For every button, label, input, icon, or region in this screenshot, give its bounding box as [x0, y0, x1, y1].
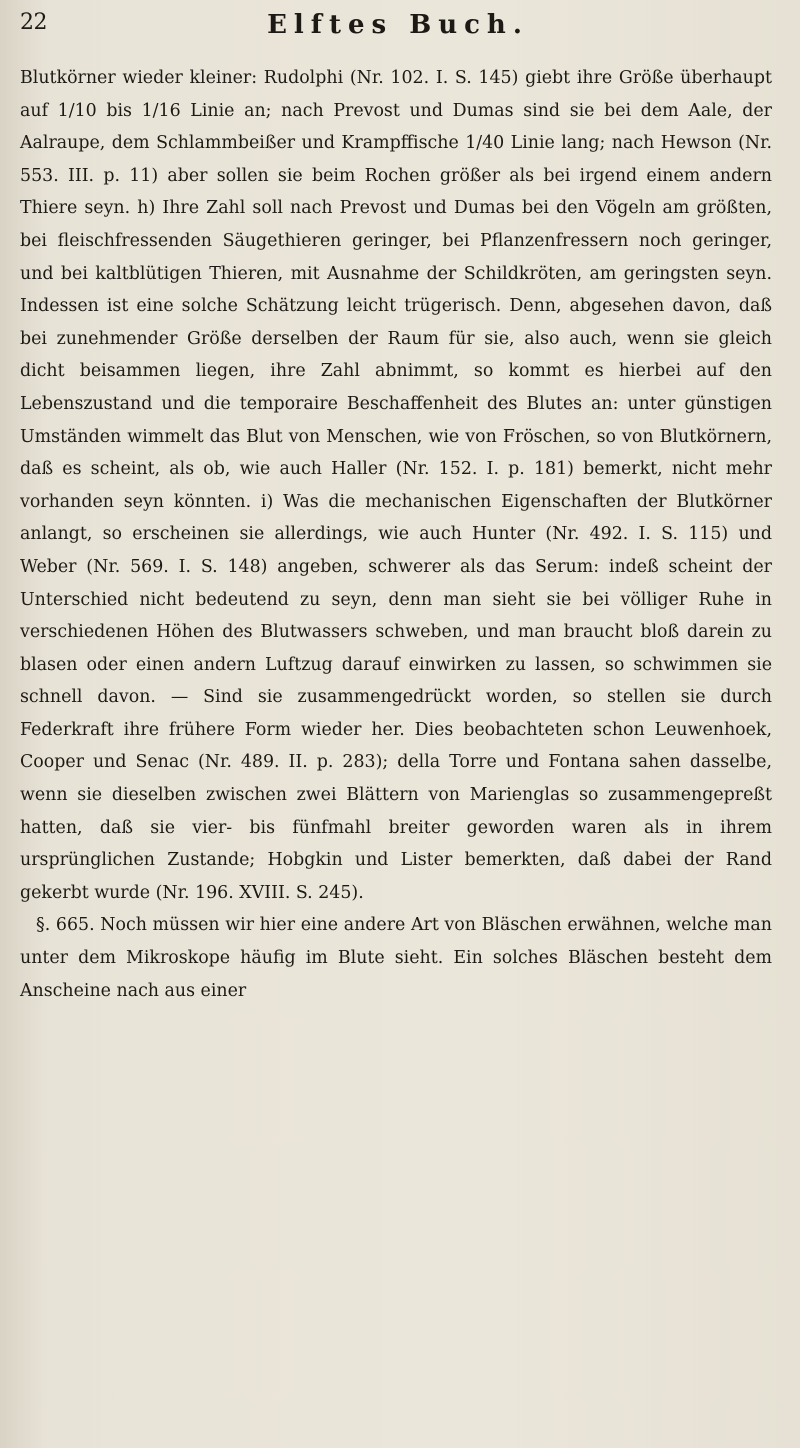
paragraph-continuation: Blutkörner wieder kleiner: Rudolphi (Nr. 102. I. S. 145) giebt ihre Größe überhaupt auf 1/10 bis 1/16 Linie an; nach Prevost und Dumas sind sie bei dem Aale, der Aalraupe, dem Schlammbeißer und Krampffische 1/40 Linie lang; nach Hewson (Nr. 553. III. p. 11) aber sollen sie beim Rochen größer als bei irgend einem andern Thiere seyn. h) Ihre Zahl soll nach Prevost und Dumas bei den Vögeln am größten, bei fleischfressenden Säugethieren geringer, bei Pflanzenfressern noch geringer, und bei kaltblütigen Thieren, mit Ausnahme der Schildkröten, am geringsten seyn. Indessen ist eine solche Schätzung leicht trügerisch. Denn, abgesehen davon, daß bei zunehmender Größe derselben der Raum für sie, also auch, wenn sie gleich dicht beisammen liegen, ihre Zahl abnimmt, so kommt es hierbei auf den Lebenszustand und die temporaire Beschaffenheit des Blutes an: unter günstigen Umständen wimmelt das Blut von Menschen, wie von Fröschen, so von Blutkörnern, daß es scheint, als ob, wie auch Haller (Nr. 152. I. p. 181) bemerkt, nicht mehr vorhanden seyn könnten. i) Was die mechanischen Eigenschaften der Blutkörner anlangt, so erscheinen sie allerdings, wie auch Hunter (Nr. 492. I. S. 115) und Weber (Nr. 569. I. S. 148) angeben, schwerer als das Serum: indeß scheint der Unterschied nicht bedeutend zu seyn, denn man sieht sie bei völliger Ruhe in verschiedenen Höhen des Blutwassers schweben, und man braucht bloß darein zu blasen oder einen andern Luftzug darauf einwirken zu lassen, so schwimmen sie schnell davon. — Sind sie zusammengedrückt worden, so stellen sie durch Federkraft ihre frühere Form wieder her. Dies beobachteten schon Leuwenhoek, Cooper und Senac (Nr. 489. II. p. 283); della Torre und Fontana sahen dasselbe, wenn sie dieselben zwischen zwei Blättern von Marienglas so zusammengepreßt hatten, daß sie vier- bis fünfmahl breiter geworden waren als in ihrem ursprünglichen Zustande; Hobgkin und Lister bemerkten, daß dabei der Rand gekerbt wurde (Nr. 196. XVIII. S. 245). [20, 68, 772, 903]
paragraph-section-665: §. 665. Noch müssen wir hier eine andere Art von Bläschen erwähnen, welche man unter dem Mikroskope häufig im Blute sieht. Ein solches Bläschen besteht dem Anscheine nach aus einer [20, 915, 772, 1001]
page-number: 22 [20, 10, 47, 35]
running-title: Elftes Buch. [267, 10, 529, 40]
page-header [20, 4, 776, 50]
body-text [20, 62, 772, 1007]
